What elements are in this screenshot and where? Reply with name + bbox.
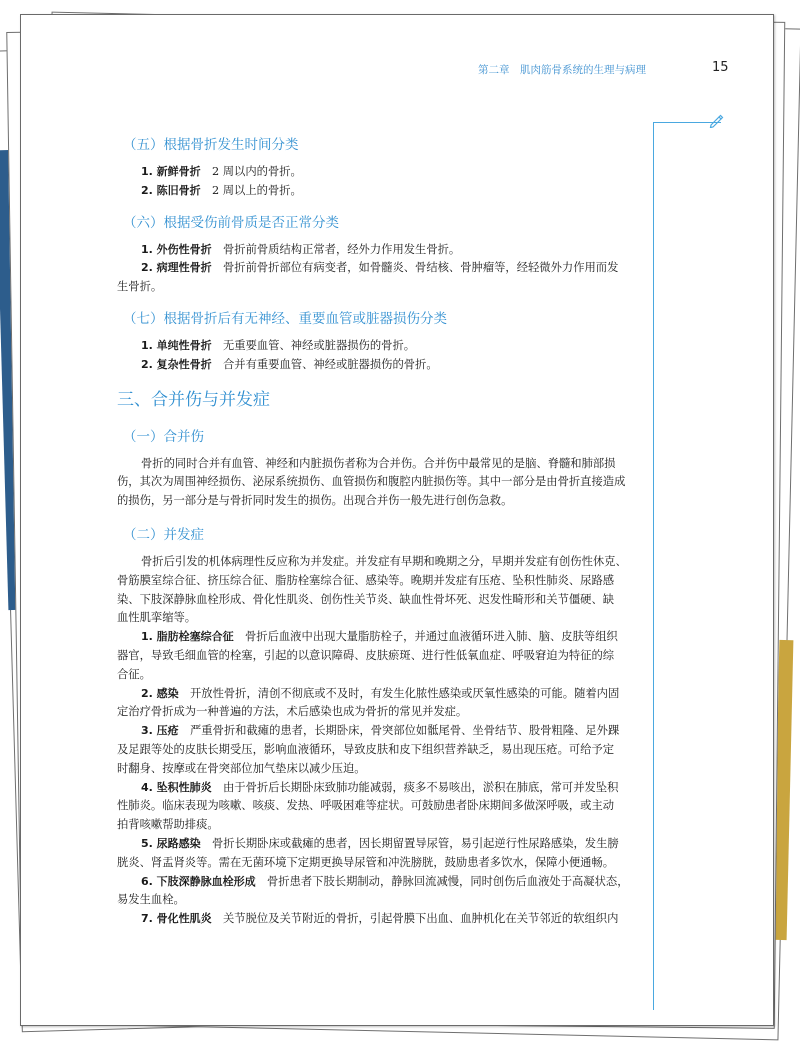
item-text: 关节脱位及关节附近的骨折，引起骨膜下出血、血肿机化在关节邻近的软组织内 <box>222 912 619 926</box>
text-line-content: 骨折的同时合并有血管、神经和内脏损伤者称为合并伤。合并伤中最常见的是脑、脊髓和肺部损 <box>141 456 616 470</box>
list-item <box>117 356 647 375</box>
list-item <box>117 163 647 182</box>
list-item <box>117 835 647 854</box>
text-line: 时翻身、按摩或在骨突部位加气垫床以减少压迫。 <box>117 761 366 775</box>
page-body <box>117 133 647 929</box>
item-text: 骨折长期卧床或截瘫的患者，因长期留置导尿管，易引起逆行性尿路感染，发生膀 <box>211 836 619 850</box>
list-item <box>117 722 647 741</box>
item-label: 1. 外伤性骨折 <box>141 242 212 256</box>
item-text: 骨折后血液中出现大量脂肪栓子，并通过血液循环进入肺、脑、皮肤等组织 <box>244 630 618 644</box>
text-line: 及足跟等处的皮肤长期受压，影响血液循环，导致皮肤和皮下组织营养缺乏，易出现压疮。可给予定 <box>117 742 615 756</box>
list-item <box>117 910 647 929</box>
item-label: 7. 骨化性肌炎 <box>141 912 212 926</box>
item-text: 合并有重要血管、神经或脏器损伤的骨折。 <box>222 357 438 371</box>
text-line: 骨筋膜室综合征、挤压综合征、脂肪栓塞综合征、感染等。晚期并发症有压疮、坠积性肺炎、尿路感 <box>117 573 615 587</box>
section-body <box>117 455 647 511</box>
section-body <box>117 553 647 929</box>
pen-icon <box>708 112 724 128</box>
text-line <box>117 553 647 572</box>
item-text: 严重骨折和截瘫的患者，长期卧床，骨突部位如骶尾骨、坐骨结节、股骨粗隆、足外踝 <box>189 724 620 738</box>
item-text: 2 周以内的骨折。 <box>211 165 302 178</box>
item-text: 无重要血管、神经或脏器损伤的骨折。 <box>222 338 416 352</box>
item-label: 6. 下肢深静脉血栓形成 <box>141 874 256 888</box>
text-line: 血性肌挛缩等。 <box>117 611 197 625</box>
text-line: 伤，其次为周围神经损伤、泌尿系统损伤、血管损伤和腹腔内脏损伤等。其中一部分是由骨折直接造成 <box>117 475 626 489</box>
list-item <box>117 337 647 356</box>
list-item <box>117 241 647 260</box>
text-line: 性肺炎。临床表现为咳嗽、咳痰、发热、呼吸困难等症状。可鼓励患者卧床期间多做深呼吸，或主动 <box>117 799 615 813</box>
item-label: 5. 尿路感染 <box>141 836 201 850</box>
item-label: 1. 新鲜骨折 <box>141 165 201 178</box>
page-number: 15 <box>712 60 729 75</box>
section-heading: （一）合并伤 <box>123 428 204 445</box>
item-label: 4. 坠积性肺炎 <box>141 780 212 794</box>
item-text: 骨折患者下肢长期制动，静脉回流减慢，同时创伤后血液处于高凝状态， <box>266 874 629 888</box>
list-item <box>117 628 647 647</box>
chapter-section-heading: 三、合并伤与并发症 <box>117 389 270 410</box>
list-item <box>117 182 647 201</box>
item-label: 2. 感染 <box>141 686 179 700</box>
section-body <box>117 163 647 201</box>
running-header: 第二章 肌肉筋骨系统的生理与病理 <box>478 64 646 76</box>
text-line: 定治疗骨折成为一种普遍的方法，术后感染也成为骨折的常见并发症。 <box>117 705 468 719</box>
item-text: 骨折前骨折部位有病变者，如骨髓炎、骨结核、骨肿瘤等，经轻微外力作用而发 <box>222 261 619 275</box>
item-label: 1. 单纯性骨折 <box>141 338 212 352</box>
section-body <box>117 241 647 297</box>
text-line: 器官，导致毛细血管的栓塞，引起的以意识障碍、皮肤瘀斑、进行性低氧血症、呼吸窘迫为特征的综 <box>117 648 615 662</box>
item-text: 由于骨折后长期卧床致肺功能减弱，痰多不易咳出，淤积在肺底，常可并发坠积 <box>222 780 619 794</box>
section-heading: （二）并发症 <box>123 526 204 543</box>
text-line: 拍背咳嗽帮助排痰。 <box>117 818 219 832</box>
text-line: 生骨折。 <box>117 280 163 294</box>
item-text: 开放性骨折，清创不彻底或不及时，有发生化脓性感染或厌氧性感染的可能。随着内固 <box>189 686 620 700</box>
list-item <box>117 259 647 278</box>
text-line <box>117 455 647 474</box>
item-label: 2. 病理性骨折 <box>141 261 212 275</box>
list-item <box>117 873 647 892</box>
list-item <box>117 779 647 798</box>
text-line: 合征。 <box>117 667 151 681</box>
list-item <box>117 685 647 704</box>
section-body <box>117 337 647 375</box>
text-line-content: 骨折后引发的机体病理性反应称为并发症。并发症有早期和晚期之分，早期并发症有创伤性休克、 <box>141 554 627 568</box>
item-label: 1. 脂肪栓塞综合征 <box>141 630 234 644</box>
text-line: 易发生血栓。 <box>117 893 185 907</box>
item-label: 3. 压疮 <box>141 724 179 738</box>
item-text: 2 周以上的骨折。 <box>211 183 302 197</box>
item-text: 骨折前骨质结构正常者，经外力作用发生骨折。 <box>222 242 461 256</box>
section-heading: （七）根据骨折后有无神经、重要血管或脏器损伤分类 <box>123 310 447 327</box>
section-heading: （五）根据骨折发生时间分类 <box>123 137 299 153</box>
text-line: 胱炎、肾盂肾炎等。需在无菌环境下定期更换导尿管和冲洗膀胱，鼓励患者多饮水，保障小便通畅。 <box>117 855 615 869</box>
margin-note-rule <box>653 122 654 1010</box>
text-line: 的损伤，另一部分是与骨折同时发生的损伤。出现合并伤一般先进行创伤急救。 <box>117 494 513 508</box>
item-label: 2. 陈旧骨折 <box>141 183 201 197</box>
text-line: 染、下肢深静脉血栓形成、骨化性肌炎、创伤性关节炎、缺血性骨坏死、迟发性畸形和关节僵硬、缺 <box>117 592 615 606</box>
section-heading: （六）根据受伤前骨质是否正常分类 <box>123 214 339 231</box>
item-label: 2. 复杂性骨折 <box>141 357 212 371</box>
